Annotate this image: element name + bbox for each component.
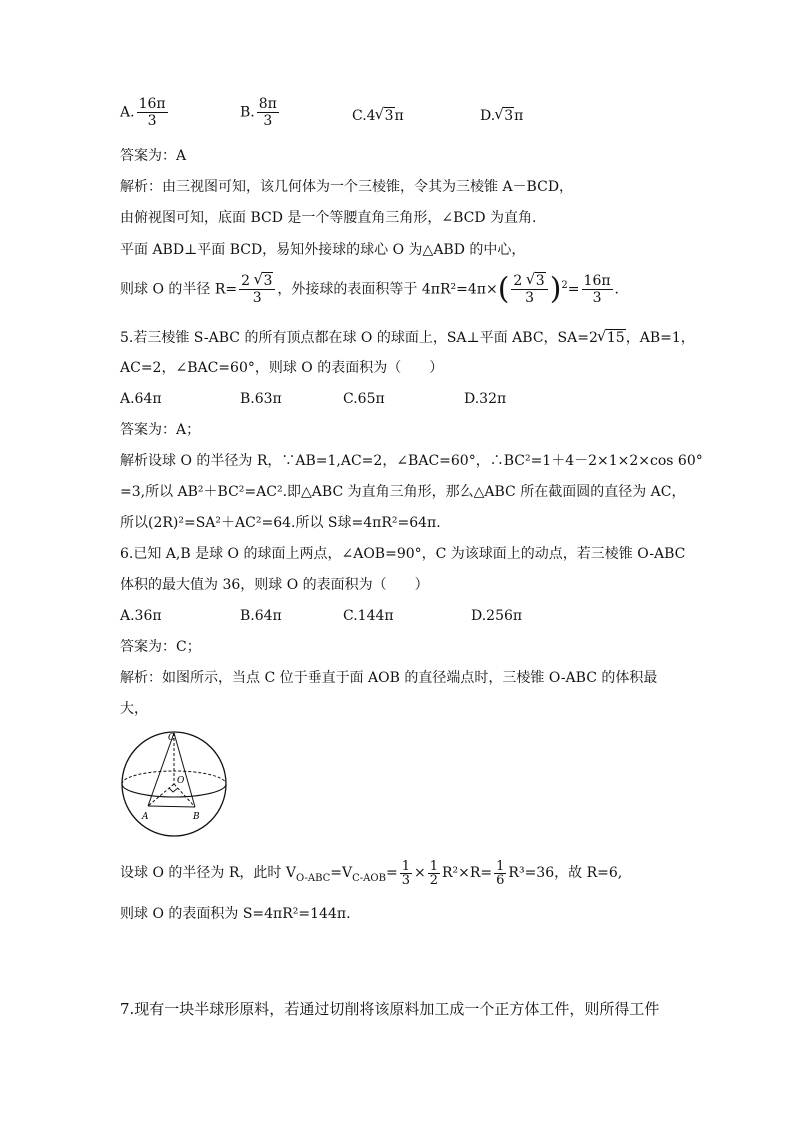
label-c: C	[168, 733, 175, 743]
q6-explanation-1: 解析：如图所示，当点 C 位于垂直于面 AOB 的直径端点时，三棱锥 O-ABC 的体积最	[120, 670, 658, 686]
q5-explanation-1: 解析设球 O 的半径为 R，∵AB=1,AC=2，∠BAC=60°，∴BC²=1＋4－2×1×2×cos 60°	[120, 453, 703, 469]
q5-explanation-3: 所以(2R)²=SA²＋AC²=64.所以 S球=4πR²=64π.	[120, 515, 441, 531]
q4-option-a: A. $\frac{16\pi}{3}$	[120, 96, 166, 129]
q5-stem-2: AC=2，∠BAC=60°，则球 O 的表面积为（ ）	[120, 360, 444, 376]
q4-explanation-4: 则球 O 的半径 R= $\frac{2 √ 3}{3}$ ，外接球的表面积等于 4πR²=4π×( $\frac{2 √ 3}{3}$ )$^2$= $\frac{16\pi}{3}$ .	[120, 270, 619, 306]
q6-answer: 答案为：C；	[120, 639, 201, 655]
q5-explanation-2: =3,所以 AB²＋BC²=AC².即△ABC 为直角三角形，那么△ABC 所在截面圆的直径为 AC，	[120, 484, 686, 500]
q6-option-b: B.64π	[240, 608, 282, 624]
q6-explanation-4: 则球 O 的表面积为 S=4πR²=144π.	[120, 906, 351, 922]
q6-stem-2: 体积的最大值为 36，则球 O 的表面积为（ ）	[120, 577, 429, 593]
q6-option-a: A.36π	[120, 608, 162, 624]
q6-option-d: D.256π	[471, 608, 523, 624]
q4-explanation-1: 解析：由三视图可知，该几何体为一个三棱锥，令其为三棱锥 A－BCD，	[120, 179, 574, 195]
q5-option-d: D.32π	[464, 391, 507, 407]
sphere-equator-front	[122, 784, 226, 797]
q5-option-b: B.63π	[240, 391, 282, 407]
label-b: B	[193, 812, 200, 822]
q4-option-b: B. $\frac{8\pi}{3}$	[240, 96, 277, 129]
q5-answer: 答案为：A；	[120, 422, 201, 438]
q6-stem-1: 6.已知 A,B 是球 O 的球面上两点，∠AOB=90°，C 为该球面上的动点，若三棱锥 O-ABC	[120, 546, 686, 562]
sphere-diagram	[120, 730, 230, 840]
q7-stem-1: 7.现有一块半球形原料，若通过切削将该原料加工成一个正方体工件，则所得工件	[120, 1000, 660, 1018]
edge-a-b	[148, 806, 195, 807]
q5-option-c: C.65π	[343, 391, 385, 407]
q4-answer: 答案为：A	[120, 148, 187, 164]
label-a: A	[142, 812, 149, 822]
q6-option-c: C.144π	[343, 608, 394, 624]
q5-stem-1: 5.若三棱锥 S-ABC 的所有顶点都在球 O 的球面上，SA⊥平面 ABC，SA=2√ 15，AB=1，	[120, 328, 695, 348]
q6-explanation-2: 大，	[120, 701, 148, 717]
label-o: O	[177, 776, 185, 786]
sphere-equator-back	[122, 771, 226, 784]
q5-option-a: A.64π	[120, 391, 162, 407]
q4-option-d: D.√ 3π	[480, 106, 523, 126]
q4-explanation-2: 由俯视图可知，底面 BCD 是一个等腰直角三角形，∠BCD 为直角.	[120, 210, 537, 226]
q4-option-c: C.4√ 3π	[352, 106, 404, 126]
q4-explanation-3: 平面 ABD⊥平面 BCD，易知外接球的球心 O 为△ABD 的中心，	[120, 242, 526, 258]
q6-explanation-3: 设球 O 的半径为 R，此时 $V_{O-ABC}=V_{C-AOB}=$ $\frac{1}{3}$ × $\frac{1}{2}$ R²×R= $\frac{1}{6}$ R³=36，故 R=6,	[120, 858, 623, 888]
right-angle-mark	[169, 788, 178, 792]
